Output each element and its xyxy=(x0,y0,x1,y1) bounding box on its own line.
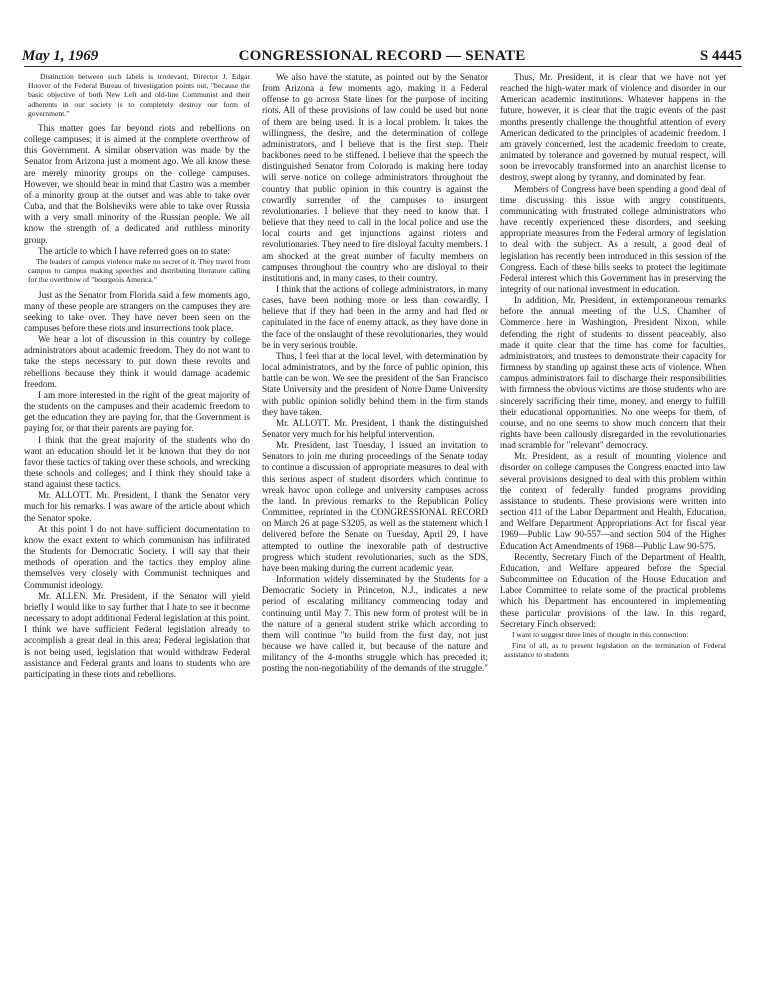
paragraph: Mr. President, last Tuesday, I issued an invitation to Senators to join me during proceedings of the Senate today to continue a discussion of appropriate measures to deal with this serious aspect of student disorders which continue to wreak havoc upon college and university campuses across the land. In previous remarks to the Republican Policy Committee, reprinted in the CONGRESSIONAL RECORD on March 26 at page S3205, as well as the statement which I delivered before the Senate on Tuesday, April 29, I have attempted to outline the inexorable path of destructive progress which student revolutionaries, such as the SDS, have been making during the current academic year. xyxy=(262,440,488,573)
header-rule xyxy=(24,66,742,67)
header-title: CONGRESSIONAL RECORD — SENATE xyxy=(238,48,526,64)
paragraph: First of all, as to present legislation on the termination of Federal assistance to students xyxy=(504,641,726,660)
paragraph: We hear a lot of discussion in this country by college administrators about academic freedom. They do not want to take the steps necessary to put down these revolts and rebellions because they think it would damage academic freedom. xyxy=(24,334,250,389)
paragraph: Information widely disseminated by the Students for a Democratic Society in Princeton, N.J., indicates a new period of escalating militancy commencing today and continuing until May 7. This new form of protest will be in the nature of a general student strike which according to them will continue "to build from the first day, not just because we have called it, but because of the nature and militancy of the 4-months struggle which has preceded it; posting the non-negotiability of the demands of the struggle." xyxy=(262,574,488,674)
paragraph: Members of Congress have been spending a good deal of time discussing this issue with angry constituents, communicating with frustrated college administrators who have recently experienced these disorders, and seeking appropriate measures from the Federal armory of legislation to deal with the subject. As a result, a good deal of legislation has recently been introduced in this session of the Congress. Each of these bills seeks to protect the legitimate Federal interest which this Government has in preserving the integrity of our national investment in education. xyxy=(500,183,726,294)
paragraph: The leaders of campus violence make no secret of it. They travel from campus to campus making speeches and distributing literature calling for the overthrow of "bourgeois America." xyxy=(28,256,250,285)
paragraph: I want to suggest three lines of thought in this connection: xyxy=(512,629,689,639)
paragraph: Mr. President, as a result of mounting violence and disorder on college campuses the Congress enacted into law several provisions designed to deal with this problem within the context of federally funded programs providing assistance to students. These provisions were written into section 411 of the Labor Department and Health, Education, and Welfare Department Appropriations Act for fiscal year 1969—Public Law 90-557—and section 504 of the Higher Education Act Amendments of 1968—Public Law 90-575. xyxy=(500,451,726,551)
paragraph: Just as the Senator from Florida said a few moments ago, many of these people are strangers on the campuses they are seeking to take over. They have never been seen on the campuses before these riots and insurrections took place. xyxy=(24,289,250,333)
paragraph: Thus, Mr. President, it is clear that we have not yet reached the high-water mark of violence and disorder in our American academic institutions. Whatever happens in the future, however, it is clear that the tragic events of the past months presently challenge the thoughtful attention of every American dedicated to the principles of academic freedom. I am gravely concerned, lest the academic freedom to create, animated by tolerance and governed by mutual respect, will soon be irrevocably transformed into an anarchist license to destroy, swept along by tyranny, and dominated by fear. xyxy=(500,72,726,183)
text-column-2 xyxy=(262,72,488,674)
paragraph: Recently, Secretary Finch of the Department of Health, Education, and Welfare appeared before the Special Subcommittee on Education of the House Education and Labor Committee to relate some of the practical problems which his Department has encountered in implementing these particular provisions of the law. In this regard, Secretary Finch observed: xyxy=(500,551,726,629)
paragraph: At this point I do not have sufficient documentation to know the exact extent to which communism has infiltrated the Students for Democratic Society. I will say that their methods of operation and the tactics they employ aline themselves very closely with Communist techniques and Communist ideology. xyxy=(24,523,250,590)
text-column-1 xyxy=(24,72,250,680)
paragraph: Mr. ALLOTT. Mr. President, I thank the distinguished Senator very much for his helpful intervention. xyxy=(262,417,488,439)
header-date: May 1, 1969 xyxy=(22,48,99,64)
page-header xyxy=(22,48,742,72)
paragraph: Distinction between such labels is irrelevant, Director J. Edgar Hoover of the Federal Bureau of Investigation points out, "because the basic objective of both New Left and old-line Communist and their adherents in our society is to completely destroy our form of government." xyxy=(28,72,250,118)
paragraph: I think that the actions of college administrators, in many cases, have been nothing more or less than cowardly. I believe that if they had been in the army and had fled or capitulated in the face of enemy attack, as they have done in the face of the onslaught of these revolutionaries, they would be in very serious trouble. xyxy=(262,283,488,350)
paragraph: Mr. ALLEN. Mr. President, if the Senator will yield briefly I would like to say further that I hate to see it become necessary to adopt additional Federal legislation at this point. I think we have sufficient Federal legislation already to accomplish a great deal in this area; Federal legislation that is not being used, legislation that would withdraw Federal assistance and Federal grants and loans to students who are participating in these riots and rebellions. xyxy=(24,590,250,679)
paragraph: In addition, Mr. President, in extemporaneous remarks before the annual meeting of the U.S. Chamber of Commerce here in Washington, President Nixon, while defending the right of students to dissent peaceably, also made it quite clear that the time has come for faculties, administrators, and trustees to demonstrate their capacity for firmness by standing up against these acts of violence. When campus administrators fail to discharge their responsibilities with firmness the obvious victims are those students who are sincerely sacrificing their time, money, and energy to fulfill their educational opportunities. No one weeps for them, of course, and no one seems to show much concern that their rights have been callously disregarded in the revolutionaries mad scramble for "relevant" democracy. xyxy=(500,295,726,451)
paragraph: This matter goes far beyond riots and rebellions on college campuses; it is aimed at the complete overthrow of this Government. A similar observation was made by the Senator from Arizona just a moment ago. We all know these are merely minority groups on the college campuses. However, we should bear in mind that Castro was a member of a minority group at the outset and was able to take over Cuba, and that the Bolsheviks were able to take over Russia with a very small minority of the Russian people. We all know the strength of a dedicated and ruthless minority group. xyxy=(24,123,250,245)
paragraph: We also have the statute, as pointed out by the Senator from Arizona a few moments ago, making it a Federal offense to go across State lines for the purpose of inciting riots. All of these provisions of law could be used but none of them are being used. It is a local problem. It takes the willingness, the desire, and the determination of college administrators, and I believe that is the first step. Their backbones need to be stiffened. I believe that the speech the distinguished Senator from Colorado is making here today will serve notice on college administrators throughout the country that public opinion in this country is against the cowardly surrender of the campuses to insurgent revolutionaries. I believe that they need to know that. I believe that they need to call in the local police and use the local courts and get injunctions against rioters and revolutionaries. They need to fire disloyal faculty members. I am shocked at the great number of faculty members on campuses throughout the country who are disloyal to their institutions and, in many cases, to their country. xyxy=(262,72,488,283)
paragraph: I am more interested in the right of the great majority of the students on the campuses and their academic freedom to get the education they are paying for, that the Government is paying for, or that their parents are paying for. xyxy=(24,389,250,434)
paragraph: The article to which I have referred goes on to state: xyxy=(38,245,230,256)
header-page-number: S 4445 xyxy=(699,48,742,64)
paragraph: Thus, I feel that at the local level, with determination by local administrators, and by the force of public opinion, this battle can be won. We see the president of the San Francisco State University and the president of Notre Dame University with public opinion solidly behind them in the firm stands they have taken. xyxy=(262,350,488,417)
text-column-3 xyxy=(500,72,726,661)
paragraph: I think that the great majority of the students who do want an education should let it be known that they do not favor these tactics of taking over these schools, and wrecking these schools and colleges; and I think they should take a stand against these tactics. xyxy=(24,434,250,490)
paragraph: Mr. ALLOTT. Mr. President, I thank the Senator very much for his remarks. I was aware of the article about which the Senator spoke. xyxy=(24,490,250,523)
